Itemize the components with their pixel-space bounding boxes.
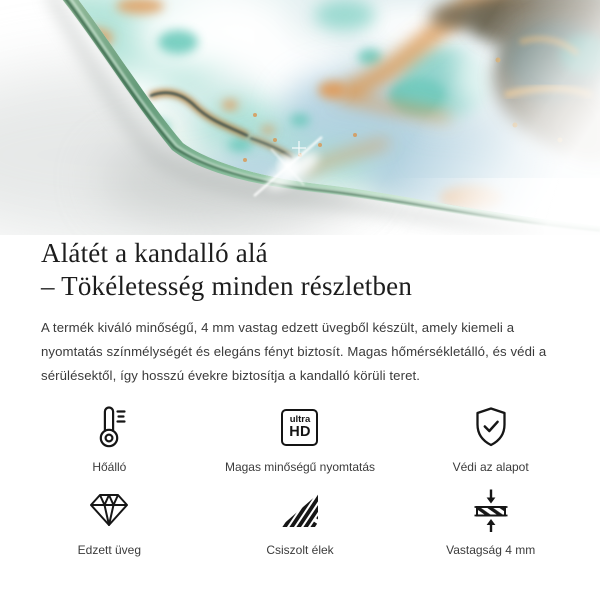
shield-check-icon xyxy=(471,405,511,449)
feature-label-protects-base: Védi az alapot xyxy=(452,460,529,474)
feature-thickness xyxy=(395,488,586,557)
feature-print-quality xyxy=(205,405,396,474)
ultra-hd-text-top: ultra xyxy=(289,414,311,425)
edge-fadeout xyxy=(350,178,600,235)
feature-protects-base xyxy=(395,405,586,474)
ultra-hd-icon xyxy=(281,405,318,449)
feature-label-print-quality: Magas minőségű nyomtatás xyxy=(224,460,376,474)
page-title-line2: – Tökéletesség minden részletben xyxy=(41,271,413,301)
feature-grid xyxy=(14,405,586,557)
thermometer-icon xyxy=(89,405,129,449)
feature-tempered-glass xyxy=(14,488,205,557)
thickness-icon xyxy=(471,488,511,532)
product-description: A termék kiváló minőségű, 4 mm vastag edzett üvegből készült, amely kiemeli a nyomtatás színmélységét és elegáns fényt biztosít. Magas hőmérsékletálló, és védi a sérülésektől, így hosszú évekre biztosítja a kandalló körüli teret. xyxy=(41,320,547,383)
feature-label-thickness: Vastagság 4 mm xyxy=(446,543,536,557)
beveled-edge-icon xyxy=(280,488,320,532)
ultra-hd-text-bottom: HD xyxy=(289,424,311,440)
feature-label-heat-resistant: Hőálló xyxy=(92,460,127,474)
page-title-line1: Alátét a kandalló alá xyxy=(41,238,268,268)
product-photo xyxy=(0,0,600,235)
page-title xyxy=(41,237,560,303)
feature-label-polished-edges: Csiszolt élek xyxy=(266,543,334,557)
feature-heat-resistant xyxy=(14,405,205,474)
diamond-icon xyxy=(87,488,131,532)
product-info-section xyxy=(0,237,600,557)
feature-polished-edges xyxy=(205,488,396,557)
feature-label-tempered-glass: Edzett üveg xyxy=(77,543,142,557)
ultra-hd-badge xyxy=(281,409,318,446)
